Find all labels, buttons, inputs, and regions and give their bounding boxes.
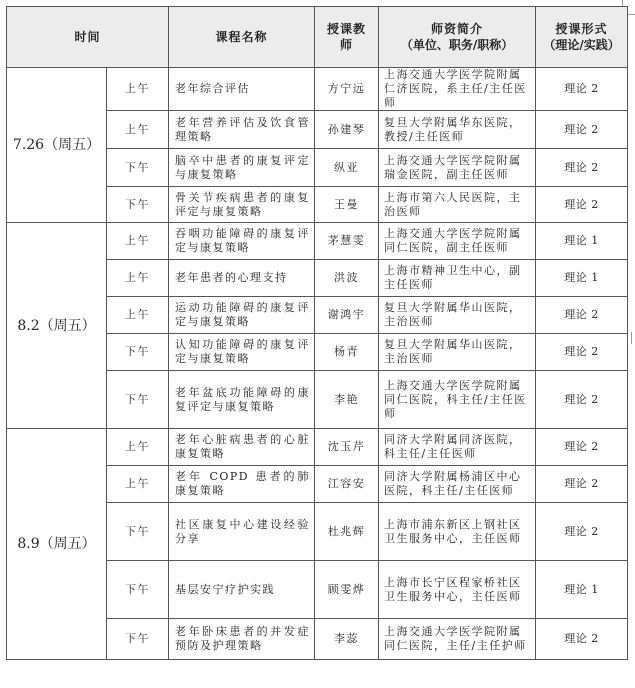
header-profile-subtitle: （单位、职务/职称） — [400, 38, 514, 52]
form-cell: 理论 2 — [536, 466, 628, 503]
profile-cell: 复旦大学附属华山医院，主治医师 — [379, 297, 536, 334]
teacher-cell: 谢鸿宇 — [315, 297, 379, 334]
header-teacher: 授课教师 — [315, 7, 379, 68]
header-course: 课程名称 — [169, 7, 315, 68]
course-schedule-table — [6, 6, 628, 660]
profile-cell: 上海市精神卫生中心，副主任医师 — [379, 260, 536, 297]
teacher-cell: 杜兆辉 — [315, 503, 379, 561]
header-form-subtitle: （理论/实践） — [543, 38, 620, 52]
course-cell: 老年综合评估 — [169, 68, 315, 111]
header-form-title: 授课形式 — [555, 22, 608, 36]
date-cell: 7.26（周五） — [7, 68, 107, 223]
slot-cell: 上午 — [107, 260, 169, 297]
profile-cell: 上海市长宁区程家桥社区卫生服务中心，主任医师 — [379, 561, 536, 619]
table-body — [7, 68, 628, 660]
teacher-cell: 杨青 — [315, 334, 379, 371]
course-cell: 老年 COPD 患者的肺康复策略 — [169, 466, 315, 503]
teacher-cell: 方宁远 — [315, 68, 379, 111]
date-cell: 8.9（周五） — [7, 429, 107, 660]
teacher-cell: 王曼 — [315, 187, 379, 223]
form-cell: 理论 1 — [536, 223, 628, 260]
table-row — [7, 68, 628, 111]
course-cell: 老年卧床患者的并发症预防及护理策略 — [169, 619, 315, 660]
profile-cell: 同济大学附属同济医院，科主任/主任医师 — [379, 429, 536, 466]
table-row — [7, 429, 628, 466]
course-cell: 基层安宁疗护实践 — [169, 561, 315, 619]
table-header-row — [7, 7, 628, 68]
course-cell: 吞咽功能障碍的康复评定与康复策略 — [169, 223, 315, 260]
header-profile-title: 师资简介 — [431, 22, 484, 36]
table-row — [7, 223, 628, 260]
course-cell: 老年盆底功能障碍的康复评定与康复策略 — [169, 371, 315, 429]
teacher-cell: 顾雯烨 — [315, 561, 379, 619]
date-cell: 8.2（周五） — [7, 223, 107, 429]
profile-cell: 上海交通大学医学院附属同仁医院，主任/主任护师 — [379, 619, 536, 660]
teacher-cell: 洪波 — [315, 260, 379, 297]
slot-cell: 下午 — [107, 334, 169, 371]
slot-cell: 下午 — [107, 503, 169, 561]
teacher-cell: 纵亚 — [315, 149, 379, 187]
profile-cell: 同济大学附属杨浦区中心医院，科主任/主任医师 — [379, 466, 536, 503]
slot-cell: 下午 — [107, 187, 169, 223]
course-cell: 运动功能障碍的康复评定与康复策略 — [169, 297, 315, 334]
teacher-cell: 江容安 — [315, 466, 379, 503]
slot-cell: 下午 — [107, 561, 169, 619]
form-cell: 理论 2 — [536, 334, 628, 371]
profile-cell: 上海市第六人民医院，主治医师 — [379, 187, 536, 223]
slot-cell: 下午 — [107, 149, 169, 187]
slot-cell: 上午 — [107, 68, 169, 111]
form-cell: 理论 2 — [536, 187, 628, 223]
course-cell: 认知功能障碍的康复评定与康复策略 — [169, 334, 315, 371]
form-cell: 理论 2 — [536, 68, 628, 111]
course-cell: 老年营养评估及饮食管理策略 — [169, 111, 315, 149]
profile-cell: 上海交通大学医学院附属同仁医院，科主任/主任医师 — [379, 371, 536, 429]
teacher-cell: 茅慧雯 — [315, 223, 379, 260]
teacher-cell: 沈玉芹 — [315, 429, 379, 466]
slot-cell: 上午 — [107, 429, 169, 466]
course-cell: 脑卒中患者的康复评定与康复策略 — [169, 149, 315, 187]
slot-cell: 上午 — [107, 111, 169, 149]
profile-cell: 复旦大学附属华东医院，教授/主任医师 — [379, 111, 536, 149]
profile-cell: 上海交通大学医学院附属仁济医院，系主任/主任医师 — [379, 68, 536, 111]
header-form — [536, 7, 628, 68]
course-cell: 老年患者的心理支持 — [169, 260, 315, 297]
form-cell: 理论 1 — [536, 561, 628, 619]
teacher-cell: 孙建琴 — [315, 111, 379, 149]
header-time: 时间 — [7, 7, 169, 68]
teacher-cell: 李蕊 — [315, 619, 379, 660]
form-cell: 理论 2 — [536, 111, 628, 149]
teacher-cell: 李艳 — [315, 371, 379, 429]
slot-cell: 下午 — [107, 371, 169, 429]
slot-cell: 上午 — [107, 297, 169, 334]
page-edge-mark — [631, 332, 635, 344]
course-cell: 骨关节疾病患者的康复评定与康复策略 — [169, 187, 315, 223]
profile-cell: 复旦大学附属华山医院，主治医师 — [379, 334, 536, 371]
slot-cell: 上午 — [107, 223, 169, 260]
profile-cell: 上海交通大学医学院附属瑞金医院，副主任医师 — [379, 149, 536, 187]
course-cell: 社区康复中心建设经验分享 — [169, 503, 315, 561]
profile-cell: 上海市浦东新区上钢社区卫生服务中心，主任医师 — [379, 503, 536, 561]
form-cell: 理论 2 — [536, 619, 628, 660]
form-cell: 理论 1 — [536, 260, 628, 297]
form-cell: 理论 2 — [536, 429, 628, 466]
course-cell: 老年心脏病患者的心脏康复策略 — [169, 429, 315, 466]
form-cell: 理论 2 — [536, 297, 628, 334]
profile-cell: 上海交通大学医学院附属同仁医院，副主任医师 — [379, 223, 536, 260]
form-cell: 理论 2 — [536, 371, 628, 429]
form-cell: 理论 2 — [536, 503, 628, 561]
form-cell: 理论 2 — [536, 149, 628, 187]
slot-cell: 上午 — [107, 466, 169, 503]
header-profile — [379, 7, 536, 68]
slot-cell: 下午 — [107, 619, 169, 660]
